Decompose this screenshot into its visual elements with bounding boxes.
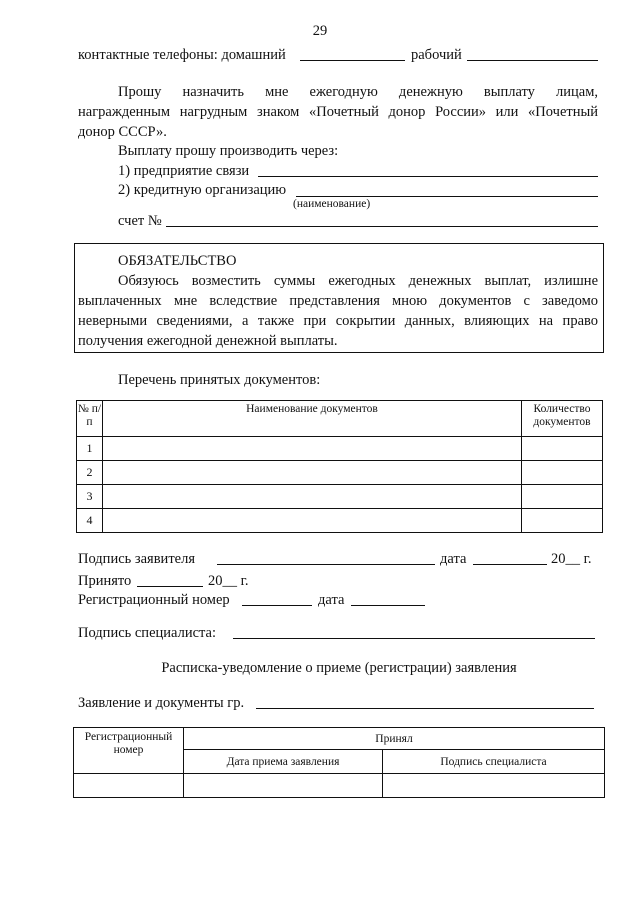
request-paragraph (78, 82, 598, 142)
payment-intro: Выплату прошу производить через: (118, 143, 339, 159)
receipt-title: Расписка-уведомление о приеме (регистрации) заявления (161, 660, 517, 676)
specialist-signature-field[interactable] (233, 638, 595, 639)
table-row (74, 774, 605, 798)
signature-date-label: дата (440, 551, 467, 567)
obligation-text (78, 271, 598, 351)
accepted-year: 20__ г. (208, 573, 249, 589)
header-qty: Количество документов (522, 401, 603, 437)
applicant-signature-label: Подпись заявителя (78, 551, 195, 567)
receipt-header-accepted: Принял (184, 728, 605, 750)
registration-number-field[interactable] (242, 605, 312, 606)
obligation-title: ОБЯЗАТЕЛЬСТВО (118, 253, 237, 269)
obligation-line-4: получения ежегодной денежной выплаты. (78, 333, 338, 349)
accepted-label: Принято (78, 573, 132, 589)
accepted-date-field[interactable] (137, 586, 203, 587)
work-phone-field[interactable] (467, 60, 598, 61)
page-number: 29 (312, 23, 328, 39)
request-line-1: Прошу назначить мне ежегодную денежную выплату лицам, (118, 84, 598, 100)
table-row (77, 437, 603, 461)
row-num: 2 (77, 461, 103, 485)
payment-option-post: 1) предприятие связи (118, 163, 250, 179)
documents-caption: Перечень принятых документов: (118, 372, 321, 388)
doc-name-cell[interactable] (103, 509, 522, 533)
doc-name-cell[interactable] (103, 485, 522, 509)
doc-qty-cell[interactable] (522, 437, 603, 461)
applicant-signature-field[interactable] (217, 564, 435, 565)
receipt-signature-cell[interactable] (383, 774, 605, 798)
home-phone-field[interactable] (300, 60, 405, 61)
doc-qty-cell[interactable] (522, 509, 603, 533)
obligation-line-1: Обязуюсь возместить суммы ежегодных денежных выплат, излишне (118, 273, 598, 289)
doc-name-cell[interactable] (103, 437, 522, 461)
receipt-header-row (74, 728, 605, 750)
specialist-signature-label: Подпись специалиста: (78, 625, 216, 641)
work-phone-label: рабочий (411, 47, 462, 63)
account-label: счет № (118, 213, 162, 229)
doc-name-cell[interactable] (103, 461, 522, 485)
account-number-field[interactable] (166, 226, 598, 227)
doc-qty-cell[interactable] (522, 485, 603, 509)
receipt-date-cell[interactable] (184, 774, 383, 798)
table-row (77, 461, 603, 485)
request-line-2: награжденным нагрудным знаком «Почетный донор России» или «Почетный (78, 104, 598, 120)
bank-name-field[interactable] (296, 196, 598, 197)
row-num: 4 (77, 509, 103, 533)
request-line-3: донор СССР». (78, 124, 167, 140)
receipt-table (73, 727, 605, 798)
obligation-line-2: выплаченных мне вследствие представления мною документов с заведомо (78, 293, 598, 309)
registration-date-label: дата (318, 592, 345, 608)
receipt-statement-label: Заявление и документы гр. (78, 695, 245, 711)
bank-name-hint: (наименование) (293, 198, 371, 210)
payment-option-bank: 2) кредитную организацию (118, 182, 287, 198)
registration-label: Регистрационный номер (78, 592, 230, 608)
receipt-header-reg-num: Регистрационный номер (74, 728, 184, 774)
doc-qty-cell[interactable] (522, 461, 603, 485)
row-num: 1 (77, 437, 103, 461)
row-num: 3 (77, 485, 103, 509)
table-row (77, 485, 603, 509)
header-doc-name: Наименование документов (103, 401, 522, 437)
table-row (77, 509, 603, 533)
phones-label: контактные телефоны: домашний (78, 47, 286, 63)
receipt-header-date: Дата приема заявления (184, 750, 383, 774)
obligation-line-3: неверными сведениями, а также при сокрытии данных, влияющих на право (78, 313, 598, 329)
header-num: № п/п (77, 401, 103, 437)
registration-date-field[interactable] (351, 605, 425, 606)
documents-table (76, 400, 603, 533)
signature-date-field[interactable] (473, 564, 547, 565)
receipt-reg-num-cell[interactable] (74, 774, 184, 798)
signature-year: 20__ г. (551, 551, 592, 567)
documents-header-row (77, 401, 603, 437)
post-office-field[interactable] (258, 176, 598, 177)
receipt-header-signature: Подпись специалиста (383, 750, 605, 774)
receipt-applicant-field[interactable] (256, 708, 594, 709)
